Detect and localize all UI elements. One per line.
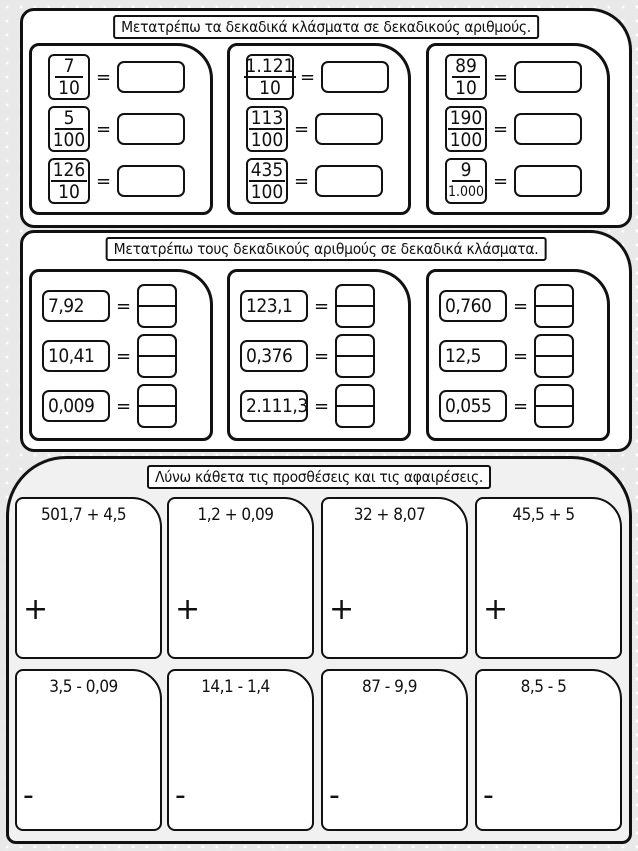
decimal-row — [439, 384, 574, 428]
equals-sign: = — [96, 170, 112, 192]
numerator: 89 — [452, 56, 480, 78]
subtraction-card[interactable] — [15, 669, 162, 831]
operation-expression: 3,5 - 0,09 — [49, 677, 118, 697]
fraction — [246, 54, 294, 100]
equals-sign: = — [96, 118, 112, 140]
answer-box[interactable] — [117, 165, 185, 197]
numerator: 190 — [449, 107, 483, 129]
denominator: 10 — [58, 77, 80, 99]
denominator: 10 — [58, 181, 80, 203]
operation-expression: 501,7 + 4,5 — [40, 505, 127, 525]
equals-sign: = — [513, 395, 529, 417]
answer-box[interactable] — [514, 61, 582, 93]
numerator: 9 — [452, 160, 480, 182]
equals-sign: = — [513, 295, 529, 317]
equals-sign: = — [300, 66, 316, 88]
equals-sign: = — [493, 118, 509, 140]
decimal-row — [240, 384, 375, 428]
denominator: 100 — [52, 129, 86, 151]
fraction-row — [48, 54, 185, 100]
denominator: 10 — [455, 77, 477, 99]
decimal-row — [240, 334, 375, 378]
answer-box[interactable] — [117, 113, 185, 145]
fraction-card — [227, 43, 411, 215]
operation-expression: 1,2 + 0,09 — [197, 505, 274, 525]
decimal-number: 12,5 — [439, 340, 507, 372]
plus-sign: + — [23, 592, 49, 627]
equals-sign: = — [116, 345, 132, 367]
denominator: 100 — [250, 181, 284, 203]
fraction-card — [29, 43, 213, 215]
decimal-number: 0,055 — [439, 390, 507, 422]
equals-sign: = — [493, 66, 509, 88]
fraction — [445, 158, 487, 204]
equals-sign: = — [294, 118, 310, 140]
decimal-row — [42, 384, 177, 428]
section-fractions-to-decimals — [20, 8, 632, 228]
fraction-answer-box[interactable] — [137, 334, 177, 378]
numerator: 113 — [250, 107, 284, 129]
denominator: 100 — [449, 129, 483, 151]
equals-sign: = — [513, 345, 529, 367]
fraction-answer-box[interactable] — [335, 384, 375, 428]
operation-expression: 87 - 9,9 — [361, 677, 417, 697]
decimal-card — [426, 269, 610, 441]
fraction — [246, 158, 288, 204]
decimal-number: 2.111,3 — [240, 390, 308, 422]
fraction-answer-box[interactable] — [534, 334, 574, 378]
fraction-answer-box[interactable] — [534, 384, 574, 428]
operation-expression: 45,5 + 5 — [512, 505, 575, 525]
operation-expression: 8,5 - 5 — [520, 677, 567, 697]
decimal-card — [227, 269, 411, 441]
fraction-row — [445, 54, 582, 100]
decimal-number: 0,376 — [240, 340, 308, 372]
decimal-number: 0,760 — [439, 290, 507, 322]
addition-card[interactable] — [167, 497, 314, 659]
answer-box[interactable] — [315, 165, 383, 197]
numerator: 5 — [55, 108, 83, 130]
fraction — [445, 106, 487, 152]
answer-box[interactable] — [514, 113, 582, 145]
answer-box[interactable] — [315, 113, 383, 145]
decimal-row — [240, 284, 375, 328]
equals-sign: = — [116, 395, 132, 417]
addition-card[interactable] — [321, 497, 468, 659]
equals-sign: = — [116, 295, 132, 317]
fraction-row — [48, 158, 185, 204]
subtraction-card[interactable] — [475, 669, 622, 831]
decimal-number: 123,1 — [240, 290, 308, 322]
section-title: Μετατρέπω τα δεκαδικά κλάσματα σε δεκαδικούς αριθμούς. — [113, 15, 539, 39]
operation-expression: 32 + 8,07 — [353, 505, 426, 525]
fraction-answer-box[interactable] — [534, 284, 574, 328]
answer-box[interactable] — [321, 61, 389, 93]
fraction-answer-box[interactable] — [335, 284, 375, 328]
numerator: 435 — [250, 159, 284, 181]
fraction-row — [445, 158, 582, 204]
plus-sign: + — [175, 592, 201, 627]
minus-sign: - — [23, 778, 34, 813]
equals-sign: = — [314, 345, 330, 367]
minus-sign: - — [483, 778, 494, 813]
denominator: 1.000 — [447, 184, 485, 200]
equals-sign: = — [493, 170, 509, 192]
section-vertical-operations — [6, 456, 632, 844]
fraction-card — [426, 43, 610, 215]
addition-card[interactable] — [15, 497, 162, 659]
addition-card[interactable] — [475, 497, 622, 659]
answer-box[interactable] — [117, 61, 185, 93]
fraction — [445, 54, 487, 100]
section-title: Λύνω κάθετα τις προσθέσεις και τις αφαιρέσεις. — [147, 465, 491, 489]
decimal-card — [29, 269, 213, 441]
denominator: 100 — [250, 129, 284, 151]
subtraction-card[interactable] — [167, 669, 314, 831]
answer-box[interactable] — [514, 165, 582, 197]
decimal-row — [439, 284, 574, 328]
fraction-row — [445, 106, 582, 152]
plus-sign: + — [483, 592, 509, 627]
fraction-answer-box[interactable] — [137, 284, 177, 328]
fraction-answer-box[interactable] — [137, 384, 177, 428]
numerator: 7 — [55, 56, 83, 78]
fraction — [48, 106, 90, 152]
numerator: 1.121 — [245, 55, 295, 77]
section-decimals-to-fractions — [20, 230, 632, 452]
subtraction-card[interactable] — [321, 669, 468, 831]
decimal-number: 7,92 — [42, 290, 110, 322]
plus-sign: + — [329, 592, 355, 627]
equals-sign: = — [96, 66, 112, 88]
denominator: 10 — [259, 77, 281, 99]
fraction-answer-box[interactable] — [335, 334, 375, 378]
decimal-number: 10,41 — [42, 340, 110, 372]
fraction-row — [48, 106, 185, 152]
fraction-row — [246, 158, 383, 204]
fraction — [246, 106, 288, 152]
decimal-row — [42, 334, 177, 378]
numerator: 126 — [52, 159, 86, 181]
decimal-row — [42, 284, 177, 328]
decimal-row — [439, 334, 574, 378]
fraction-row — [246, 54, 389, 100]
equals-sign: = — [314, 295, 330, 317]
equals-sign: = — [294, 170, 310, 192]
minus-sign: - — [329, 778, 340, 813]
section-title: Μετατρέπω τους δεκαδικούς αριθμούς σε δεκαδικά κλάσματα. — [106, 237, 547, 261]
fraction — [48, 158, 90, 204]
decimal-number: 0,009 — [42, 390, 110, 422]
fraction-row — [246, 106, 383, 152]
minus-sign: - — [175, 778, 186, 813]
fraction — [48, 54, 90, 100]
operation-expression: 14,1 - 1,4 — [201, 677, 270, 697]
equals-sign: = — [314, 395, 330, 417]
